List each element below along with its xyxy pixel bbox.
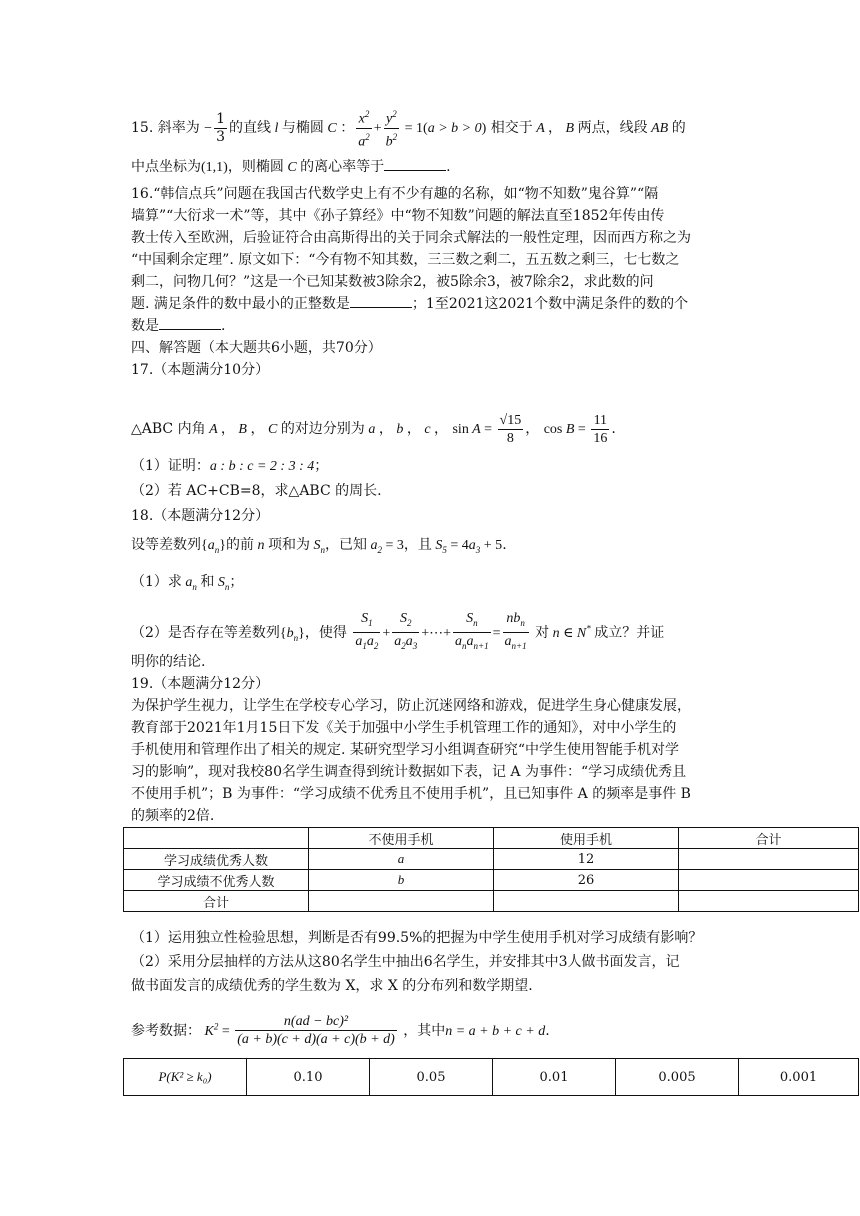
q17-heading: 17.（本题满分10分） (131, 362, 270, 378)
reference-formula: 参考数据： $K^2$ = $\frac{\text{n(ad − bc)²}}{(a + b)(c + d)(a + c)(b + d)}$ ，其中n = a + b + c + d. (131, 1014, 550, 1048)
q16-line: 16.“韩信点兵”问题在我国古代数学史上有不少有趣的名称，如“物不知数”鬼谷算”“隔 (131, 186, 659, 202)
q19-heading: 19.（本题满分12分） (131, 676, 270, 692)
q16-line: “中国剩余定理”. 原文如下：“今有物不知其数，三三数之剩二，五五数之剩三，七七数之 (131, 252, 680, 268)
q17-parts: （1）证明：a : b : c = 2 : 3 : 4； （2）若 AC+CB=8，求△ABC 的周长. 18.（本题满分12分） 设等差数列$\{a_n\}$的前 n 项和为 $S_n$，已知 $a_2 = 3$，且 $S_5 = 4a_3 + 5$. （1）求 $a_n$ 和 $S_n$； (131, 458, 507, 592)
q16-line: 数是 . (131, 315, 859, 337)
q15-line2: 中点坐标为(1,1)，则椭圆 C 的离心率等于 . (131, 156, 451, 179)
q16-line: 教士传入至欧洲，后验证符合由高斯得出的关于同余式解法的一般性定理，因而西方称之为 (131, 230, 691, 246)
q19-block: 明你的结论. 19.（本题满分12分） 为保护学生视力，让学生在学校专心学习，防止沉迷网络和游戏，促进学生身心健康发展， 教育部于2021年1月15日下发《关于加强中小学生手机管理工作的通知》，对中小学生的 手机使用和管理作出了相关的规定. 某研究型学习小组调查研究“中学生使用智能手机对学 习的影响”，现对我校80名学生调查得到统计数据如下表，记 A 为事件：“学习成绩优秀且 不使用手机”；B 为事件：“学习成绩不优秀且不使用手机”，且已知事件 A 的频率是事件 B 的频率的2倍. (131, 651, 859, 827)
contingency-table (123, 827, 859, 912)
table-row: 学习成绩优秀人数 a 12 (124, 849, 859, 870)
q15-line1: 15. 斜率为 − $\frac{1}{3}$ 的直线 l 与椭圆 C ： $\frac{x^2}{a^2}$ + $\frac{y^2}{b^2}$ = 1(a > b > 0) 相交于 A ， B 两点，线段 AB 的 (131, 106, 686, 150)
q15-prefix: 15. 斜率为 (131, 120, 200, 137)
q16-line: 墙算”“大衍求一术”等，其中《孙子算经》中“物不知数”问题的解法直至1852年传由传 (131, 208, 665, 224)
section-heading: 四、解答题（本大题共6小题，共70分） (131, 340, 382, 356)
answer-blank (384, 156, 446, 171)
q17-stem: △ABC 内角 A ， B ， C 的对边分别为 a ， b ， c ， sin A = $\frac{√15}{8}$ ， cos B = $\frac{11}{16}$ . (131, 412, 616, 446)
q15-slope: $\frac{1}{3}$ (216, 110, 225, 145)
q18-part2: （2）是否存在等差数列$\{b_n\}$，使得 $\frac{S_1}{a_1a_2}$ + $\frac{S_2}{a_2a_3}$ +⋯+ $\frac{S_n}{a_na_{n+1}}$ = $\frac{nb_n}{a_{n+1}}$ 对 n ∈ N* 成立？并证 (131, 611, 665, 651)
table-row: 不使用手机 使用手机 合计 (124, 828, 859, 849)
q18-heading: 18.（本题满分12分） (131, 508, 270, 524)
probability-table (123, 1058, 859, 1096)
answer-blank (350, 293, 412, 308)
q19-parts: （1）运用独立性检验思想，判断是否有99.5%的把握为中学生使用手机对学习成绩有影响？ （2）采用分层抽样的方法从这80名学生中抽出6名学生，并安排其中3人做书面发言，记 做书面发言的成绩优秀的学生数为 X，求 X 的分布列和数学期望. (131, 930, 703, 994)
q16-line: 剩二，问物几何？”这是一个已知某数被3除余2，被5除余3，被7除余2，求此数的问 (131, 274, 654, 290)
answer-blank (159, 315, 221, 330)
table-row: 合计 (124, 891, 859, 912)
table-row: 学习成绩不优秀人数 b 26 (124, 870, 859, 891)
q16-line: 题. 满足条件的数中最小的正整数是 ；1至2021这2021个数中满足条件的数的个 (131, 293, 859, 315)
q16-block (131, 183, 859, 381)
table-row: P(K² ≥ k₀) 0.10 0.05 0.01 0.005 0.001 (124, 1059, 859, 1096)
